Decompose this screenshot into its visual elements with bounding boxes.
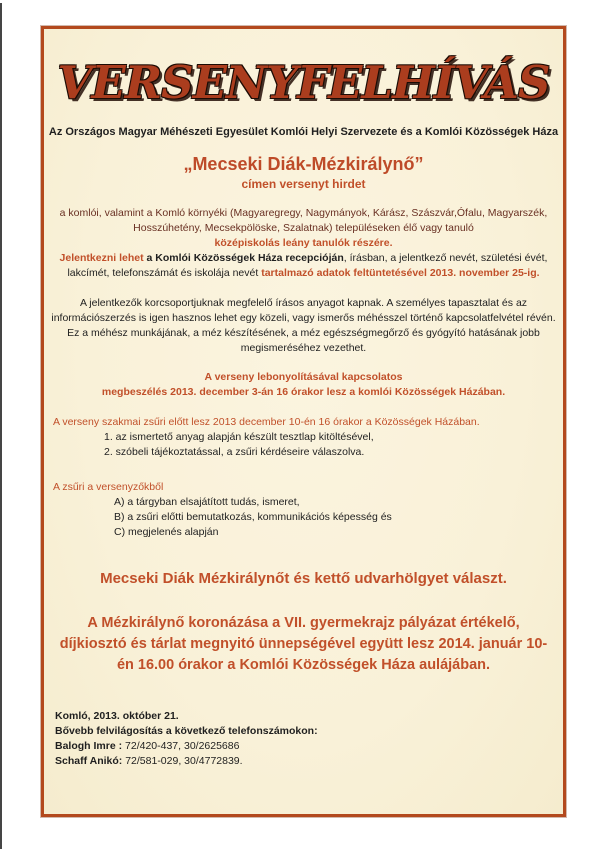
- jury-criteria-item-a: A) a tárgyban elsajátított tudás, ismeret,: [114, 496, 300, 509]
- competition-title: „Mecseki Diák-Mézkirálynő”: [183, 154, 424, 175]
- meeting-line-2: megbeszélés 2013. december 3-án 16 órakor lesz a komlói Közösségek Házában.: [101, 386, 506, 399]
- coronation-paragraph: A Mézkirálynő koronázása a VII. gyermekrajz pályázat értékelő, díjkiosztó és tárlat megnyitó ünnepségével együtt lesz 2014. január 10-én 16.00 órakor a Komlói Közösségek Háza aulájában.: [59, 615, 548, 674]
- footer-date: Komló, 2013. október 21.: [55, 710, 179, 723]
- registration-place: a Komlói Közösségek Háza recepcióján: [146, 252, 344, 265]
- page-title: VERSENYFELHÍVÁS: [57, 56, 550, 109]
- eligibility-highlight: középiskolás leány tanulók részére.: [214, 237, 393, 250]
- jury-evaluation-item-1: 1. az ismertető anyag alapján készült tesztlap kitöltésével,: [104, 431, 374, 444]
- info-paragraph: A jelentkezők korcsoportjuknak megfelelő írásos anyagot kapnak. A személyes tapasztalat és az információszerzés is igen hasznos lehet egy közeli, vagy ismerős méhésszel történő kapcsolatfelvétel révén. Ez a méhész munkájának, a méz készítésének, a méz egészségmegőrző és gyógyító hatásának jobb megismeréséhez vezethet.: [51, 297, 556, 355]
- jury-evaluation-section: [44, 415, 563, 460]
- footer-contact-2-name: Schaff Anikó:: [55, 755, 123, 768]
- jury-evaluation-item-2: 2. szóbeli tájékoztatással, a zsűri kérdéseire válaszolva.: [104, 446, 365, 459]
- jury-evaluation-intro: A verseny szakmai zsűri előtt lesz 2013 december 10-én 16 órakor a Közösségek Házában.: [53, 416, 480, 429]
- jury-criteria-section: [44, 480, 563, 540]
- footer-contact-1: [55, 739, 563, 754]
- footer-contact-block: [44, 709, 563, 769]
- registration-lead: Jelentkezni lehet: [59, 252, 147, 265]
- window-left-edge: [0, 3, 2, 849]
- jury-criteria-intro: A zsűri a versenyzőkből: [53, 481, 164, 494]
- registration-deadline: tartalmazó adatok feltüntetésével 2013. november 25-ig.: [261, 267, 540, 280]
- eligibility-paragraph: [48, 206, 559, 251]
- registration-details: , írásban, a jelentkező nevét, születési évét, lakcímét, telefonszámát és iskolája nevét: [67, 252, 548, 280]
- announcement-paper: [41, 26, 566, 817]
- meeting-line-1: A verseny lebonyolításával kapcsolatos: [204, 371, 403, 384]
- footer-contact-2-phone: 72/581-029, 30/4772839.: [122, 755, 243, 768]
- footer-contact-2: [55, 754, 563, 769]
- footer-info-line: Bővebb felvilágosítás a következő telefonszámokon:: [55, 725, 318, 738]
- selection-statement: Mecseki Diák Mézkirálynőt és kettő udvarhölgyet választ.: [100, 570, 507, 588]
- jury-criteria-item-b: B) a zsűri előtti bemutatkozás, kommunikációs képesség és: [114, 511, 392, 524]
- eligibility-text: a komlói, valamint a Komló környéki (Magyaregregy, Nagymányok, Kárász, Szászvár,Ófalu, Magyarszék, Hosszúhetény, Mecsekpölöske, Szalatnak) településeken élő vagy tanuló: [59, 207, 548, 235]
- footer-contact-1-name: Balogh Imre :: [55, 740, 123, 753]
- competition-subtitle: címen versenyt hirdet: [241, 177, 366, 192]
- registration-paragraph: [46, 251, 561, 281]
- organizer-line: Az Országos Magyar Méhészeti Egyesület Komlói Helyi Szervezete és a Komlói Közösségek Háza: [48, 126, 559, 139]
- jury-criteria-item-c: C) megjelenés alapján: [114, 526, 219, 539]
- meeting-paragraph: [44, 370, 563, 400]
- footer-contact-1-phone: 72/420-437, 30/2625686: [122, 740, 240, 753]
